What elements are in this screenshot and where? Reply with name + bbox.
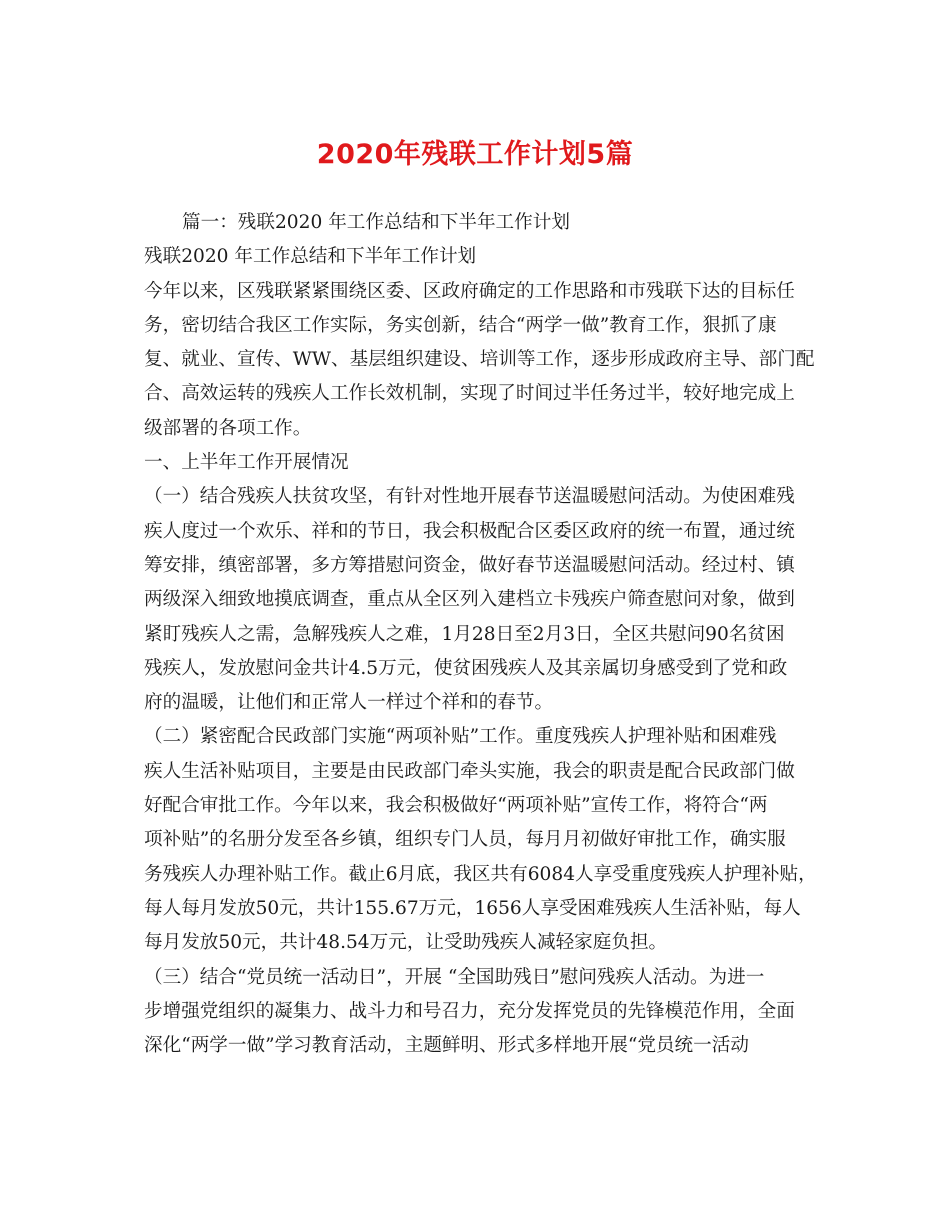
section-heading: 一、上半年工作开展情况 — [144, 452, 349, 474]
paragraph-line: 深化“两学一做”学习教育活动，主题鲜明、形式多样地开展“党员统一活动 — [144, 1035, 749, 1057]
paragraph-line: 今年以来，区残联紧紧围绕区委、区政府确定的工作思路和市残联下达的目标任 — [144, 280, 795, 302]
paragraph-line: 两级深入细致地摸底调查，重点从全区列入建档立卡残疾户筛查慰问对象，做到 — [144, 589, 795, 611]
paragraph-line: （二）紧密配合民政部门实施“两项补贴”工作。重度残疾人护理补贴和困难残 — [144, 726, 777, 748]
paragraph-line: 疾人生活补贴项目，主要是由民政部门牵头实施，我会的职责是配合民政部门做 — [144, 760, 795, 782]
paragraph-line: 疾人度过一个欢乐、祥和的节日，我会积极配合区委区政府的统一布置，通过统 — [144, 520, 795, 542]
paragraph-line: 每人每月发放50元，共计155.67万元，1656人享受困难残疾人生活补贴，每人 — [144, 897, 801, 919]
paragraph-line: 残疾人，发放慰问金共计4.5万元，使贫困残疾人及其亲属切身感受到了党和政 — [144, 657, 788, 679]
article-subtitle: 残联2020 年工作总结和下半年工作计划 — [144, 246, 477, 268]
paragraph-line: 步增强党组织的凝集力、战斗力和号召力，充分发挥党员的先锋模范作用，全面 — [144, 1000, 795, 1022]
paragraph-line: 好配合审批工作。今年以来，我会积极做好“两项补贴”宣传工作，将符合“两 — [144, 795, 768, 817]
paragraph-line: 紧盯残疾人之需，急解残疾人之难，1月28日至2月3日，全区共慰问90名贫困 — [144, 623, 785, 645]
paragraph-line: 府的温暖，让他们和正常人一样过个祥和的春节。 — [144, 692, 554, 714]
article-heading: 篇一：残联2020 年工作总结和下半年工作计划 — [182, 212, 570, 233]
paragraph-line: 复、就业、宣传、WW、基层组织建设、培训等工作，逐步形成政府主导、部门配 — [144, 349, 815, 371]
paragraph-line: 项补贴”的名册分发至各乡镇，组织专门人员，每月月初做好审批工作，确实服 — [144, 829, 786, 851]
document-body — [144, 206, 817, 1063]
paragraph-line: 务残疾人办理补贴工作。截止6月底，我区共有6084人享受重度残疾人护理补贴， — [144, 863, 817, 885]
paragraph-line: 合、高效运转的残疾人工作长效机制，实现了时间过半任务过半，较好地完成上 — [144, 383, 795, 405]
document-title: 2020年残联工作计划5篇 — [316, 139, 634, 170]
paragraph-line: （三）结合“党员统一活动日”，开展 “全国助残日”慰问残疾人活动。为进一 — [144, 966, 765, 988]
paragraph-line: 每月发放50元，共计48.54万元，让受助残疾人减轻家庭负担。 — [144, 932, 668, 954]
paragraph-line: 务，密切结合我区工作实际，务实创新，结合“两学一做”教育工作，狠抓了康 — [144, 314, 777, 336]
paragraph-line: 筹安排，缜密部署，多方筹措慰问资金，做好春节送温暖慰问活动。经过村、镇 — [144, 554, 795, 576]
paragraph-line: 级部署的各项工作。 — [144, 417, 312, 439]
paragraph-line: （一）结合残疾人扶贫攻坚，有针对性地开展春节送温暖慰问活动。为使困难残 — [144, 486, 795, 508]
